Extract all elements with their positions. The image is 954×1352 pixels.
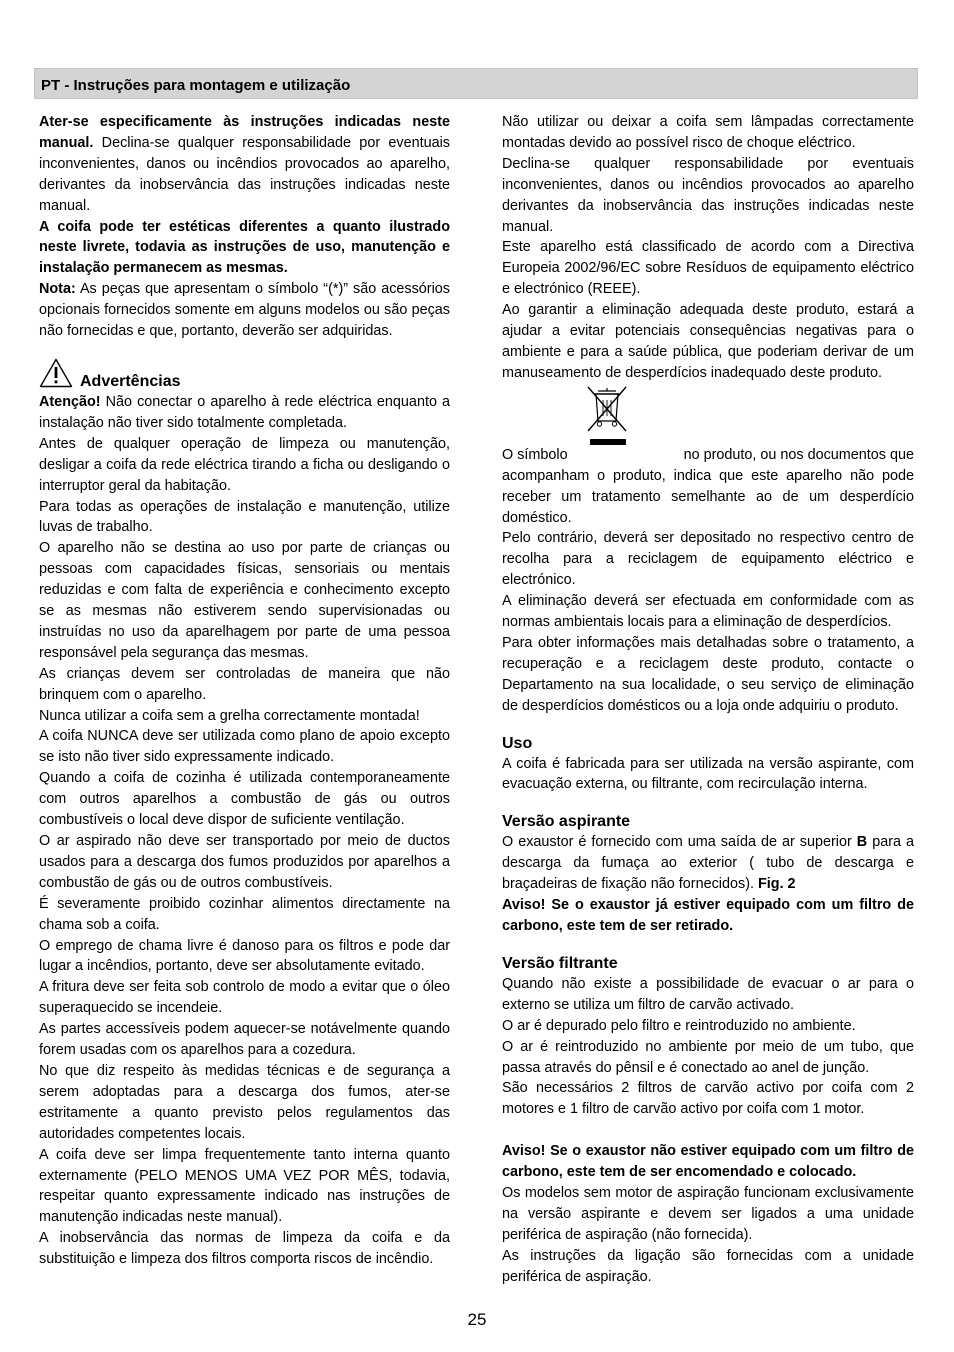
weee-directive-paragraph: Este aparelho está classificado de acordo com a Directiva Europeia 2002/96/EC sobre Resíduos de equipamento eléctrico e electrónico (REEE).	[502, 239, 914, 298]
recycling-paragraph: Pelo contrário, deverá ser depositado no respectivo centro de recolha para a reciclagem de equipamento eléctrico e electrónico.	[502, 530, 914, 589]
attention-paragraph	[39, 392, 450, 434]
warning-triangle-icon	[39, 358, 73, 388]
disposal-paragraph: Ao garantir a eliminação adequada deste produto, estará a ajudar a evitar potenciais consequências negativas para o ambiente e para a saúde pública, que poderiam derivar de um manuseamento de desperdícios inadequado deste produto.	[502, 302, 914, 381]
filter-paragraph: O ar é reintroduzido no ambiente por meio de um tubo, que passa através do pênsil e é conectado ao anel de junção.	[502, 1038, 914, 1076]
note-label: Nota:	[39, 281, 76, 298]
filter-warning: Aviso! Se o exaustor não estiver equipado com um filtro de carbono, este tem de ser encomendado e colocado.	[502, 1143, 914, 1181]
exhaust-warning: Aviso! Se o exaustor já estiver equipado com um filtro de carbono, este tem de ser retirado.	[502, 897, 914, 934]
symbol-line	[502, 445, 914, 466]
intro-text: Declina-se qualquer responsabilidade por eventuais inconvenientes, danos ou incêndios provocados ao aparelho, derivantes da inobservância das instruções indicadas neste manual.	[39, 134, 450, 214]
warning-paragraph: As partes accessíveis podem aquecer-se notávelmente quando forem usadas com os aparelhos para a cozedura.	[39, 1021, 450, 1059]
intro-bold: Ater-se especificamente às instruções indicadas neste manual.	[39, 114, 450, 151]
warning-paragraph: As crianças devem ser controladas de maneira que não brinquem com o aparelho.	[39, 665, 450, 703]
warning-paragraph: No que diz respeito às medidas técnicas e de segurança a serem adoptadas para a descarga dos fumos, ater-se estritamente a quanto previsto pelos regulamentos das autoridades competentes locais.	[39, 1062, 450, 1142]
warning-paragraph: É severamente proibido cozinhar alimentos directamente na chama sob a coifa.	[39, 895, 450, 933]
exhaust-text-1: O exaustor é fornecido com uma saída de ar superior	[502, 834, 857, 851]
filter-paragraph: O ar é depurado pelo filtro e reintroduzido no ambiente.	[502, 1017, 856, 1034]
weee-underline-bar	[590, 439, 626, 445]
warning-paragraph: Nunca utilizar a coifa sem a grelha correctamente montada!	[39, 707, 420, 724]
crossed-out-wheelie-bin-icon	[585, 385, 629, 433]
warning-paragraph: O ar aspirado não deve ser transportado por meio de ductos usados para a descarga dos fumos produzidos por aparelhos a combustão de gás ou de outros combustíveis.	[39, 833, 450, 891]
figure-reference: Fig. 2	[757, 876, 796, 893]
exhaust-version-heading: Versão aspirante	[502, 813, 631, 831]
intro-paragraph	[39, 112, 450, 217]
usage-paragraph: A coifa é fabricada para ser utilizada na versão aspirante, com evacuação externa, ou filtrante, com recirculação interna.	[502, 755, 914, 793]
warning-paragraph: A inobservância das normas de limpeza da coifa e da substituição e limpeza dos filtros comporta riscos de incêndio.	[39, 1230, 450, 1268]
weee-symbol-block	[502, 385, 914, 445]
page-number: 25	[467, 1310, 487, 1329]
warning-paragraph: O emprego de chama livre é danoso para os filtros e pode dar lugar a incêndios, portanto, deve ser absolutamente evitado.	[39, 937, 450, 975]
attention-text: Não conectar o aparelho à rede eléctrica enquanto a instalação não tiver sido totalmente completada.	[39, 393, 450, 431]
filter-paragraph: São necessários 2 filtros de carvão activo por coifa com 2 motores e 1 filtro de carvão activo por coifa com 1 motor.	[502, 1080, 914, 1118]
left-column	[39, 112, 450, 1270]
note-text: As peças que apresentam o símbolo “(*)” são acessórios opcionais fornecidos somente em alguns modelos ou são peças não fornecidas e que, portanto, deverão ser adquiridas.	[39, 281, 450, 340]
regulations-paragraph: A eliminação deverá ser efectuada em conformidade com as normas ambientais locais para a eliminação de desperdícios.	[502, 593, 914, 631]
warning-paragraph: A coifa deve ser limpa frequentemente tanto interna quanto externamente (PELO MENOS UMA VEZ POR MÊS, todavia, respeitar quanto expressamente indicado nas instruções de manutenção indicadas neste manual).	[39, 1146, 450, 1226]
filter-paragraph: Quando não existe a possibilidade de evacuar o ar para o externo se utiliza um filtro de carvão activado.	[502, 975, 914, 1013]
info-paragraph: Para obter informações mais detalhadas sobre o tratamento, a recuperação e a reciclagem deste produto, contacte o Departamento na sua localidade, o seu serviço de eliminação de desperdícios domésticos ou a loja onde adquiriu o produto.	[502, 634, 914, 714]
page-title: PT - Instruções para montagem e utilização	[41, 77, 351, 94]
filter-paragraph: Os modelos sem motor de aspiração funcionam exclusivamente na versão aspirante e devem ser ligados a uma unidade periférica de aspiração (não fornecida).	[502, 1185, 914, 1243]
symbol-text-before: O símbolo	[502, 446, 568, 463]
lamp-warning: Não utilizar ou deixar a coifa sem lâmpadas correctamente montadas devido ao possível risco de choque eléctrico.	[502, 114, 914, 151]
attention-label: Atenção!	[39, 393, 101, 410]
warnings-heading: Advertências	[80, 372, 181, 390]
warning-paragraph: Antes de qualquer operação de limpeza ou manutenção, desligar a coifa da rede eléctrica tirando a ficha ou desligando o interruptor geral da habitação.	[39, 435, 450, 494]
section-header-bar	[34, 68, 918, 99]
exhaust-text-2: para a descarga da fumaça ao exterior ( tubo de descarga e braçadeiras de fixação não fornecidos).	[502, 834, 914, 893]
disclaimer-paragraph: Declina-se qualquer responsabilidade por eventuais inconvenientes, danos ou incêndios provocados ao aparelho derivantes da inobservância das instruções indicadas neste manual.	[502, 155, 914, 235]
note-paragraph	[39, 279, 450, 342]
usage-heading: Uso	[502, 734, 533, 752]
warning-paragraph: O aparelho não se destina ao uso por parte de crianças ou pessoas com capacidades físicas, sensoriais ou mentais reduzidas e com falta de experiência e conhecimento excepto se as mesmas não estiverem sendo supervisionadas ou instruídas no uso da aparelhagem por parte de uma pessoa responsável pela segurança das mesmas.	[39, 540, 450, 661]
exhaust-version-paragraph	[502, 832, 914, 895]
filter-paragraph: As instruções da ligação são fornecidas com a unidade periférica de aspiração.	[502, 1247, 914, 1285]
outlet-label-b: B	[856, 834, 868, 851]
right-column	[502, 112, 914, 1288]
warning-paragraph: A fritura deve ser feita sob controlo de modo a evitar que o óleo superaquecido se incendeie.	[39, 979, 450, 1017]
warning-paragraph: A coifa NUNCA deve ser utilizada como plano de apoio excepto se isto não tiver sido expressamente indicado.	[39, 728, 450, 766]
warnings-heading-row	[39, 358, 450, 392]
symbol-paragraph-rest: acompanham o produto, indica que este aparelho não pode receber um tratamento semelhante ao de um desperdício doméstico.	[502, 467, 914, 526]
filter-version-heading: Versão filtrante	[502, 954, 618, 972]
warning-paragraph: Quando a coifa de cozinha é utilizada contemporaneamente com outros aparelhos a combustão de gás ou outros combustíveis o local deve dispor de suficiente ventilação.	[39, 770, 450, 829]
aesthetics-note: A coifa pode ter estéticas diferentes a quanto ilustrado neste livrete, todavia as instruções de uso, manutenção e instalação permanecem as mesmas.	[39, 218, 450, 277]
warning-paragraph: Para todas as operações de instalação e manutenção, utilize luvas de trabalho.	[39, 498, 450, 536]
symbol-text-after: no produto, ou nos documentos que	[683, 446, 914, 463]
